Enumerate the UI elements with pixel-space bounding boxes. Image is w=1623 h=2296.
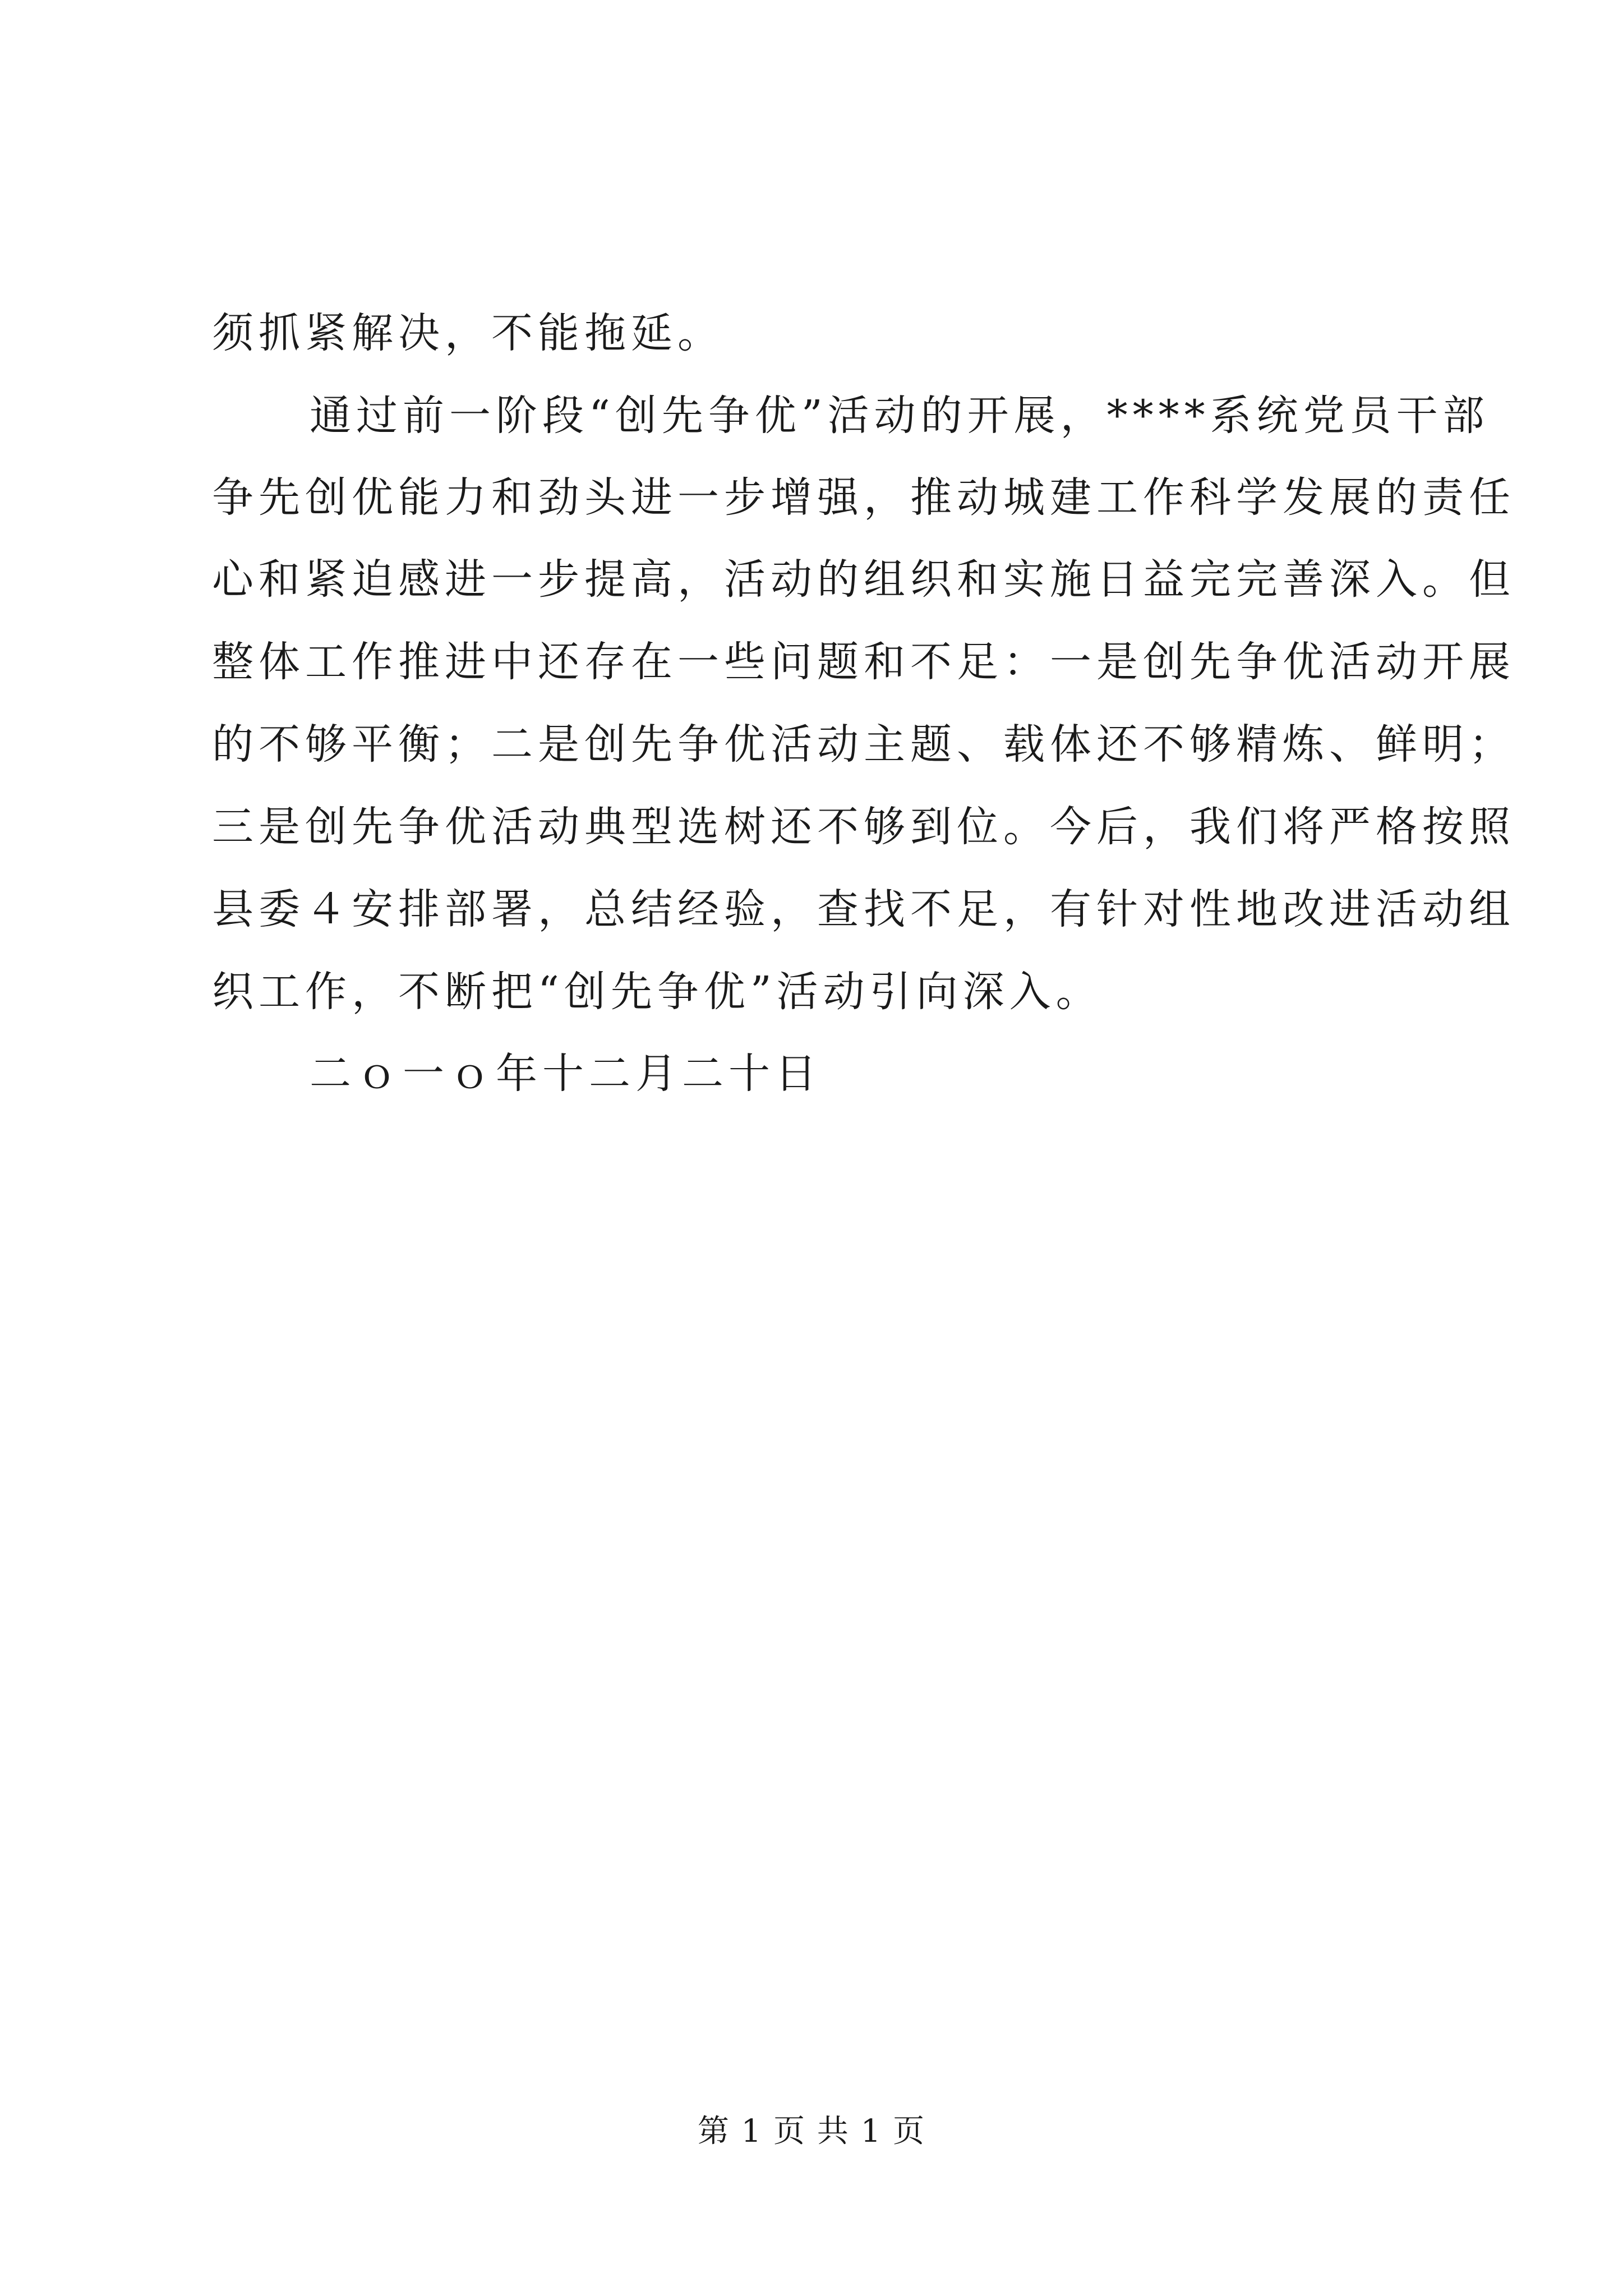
paragraph-line-4: 心和紧迫感进一步提高，活动的组织和实施日益完完善深入。但 [212, 555, 1515, 604]
paragraph-line-2: 通过前一阶段“创先争优”活动的开展，****系统党员干部 [310, 392, 1490, 440]
paragraph-line-8: 县委４安排部署，总结经验，查找不足，有针对性地改进活动组 [212, 885, 1515, 933]
paragraph-line-3: 争先创优能力和劲头进一步增强，推动城建工作科学发展的责任 [212, 473, 1515, 522]
page-footer: 第 1 页 共 1 页 [697, 2113, 926, 2150]
paragraph-line-7: 三是创先争优活动典型选树还不够到位。今后，我们将严格按照 [212, 803, 1515, 851]
paragraph-line-6: 的不够平衡；二是创先争优活动主题、载体还不够精炼、鲜明； [212, 720, 1515, 769]
paragraph-line-5: 整体工作推进中还存在一些问题和不足：一是创先争优活动开展 [212, 638, 1515, 686]
paragraph-line-9: 织工作，不断把“创先争优”活动引向深入。 [212, 968, 1103, 1016]
paragraph-line-1: 须抓紧解决，不能拖延。 [212, 309, 724, 357]
date-line: 二ｏ一ｏ年十二月二十日 [310, 1050, 822, 1098]
